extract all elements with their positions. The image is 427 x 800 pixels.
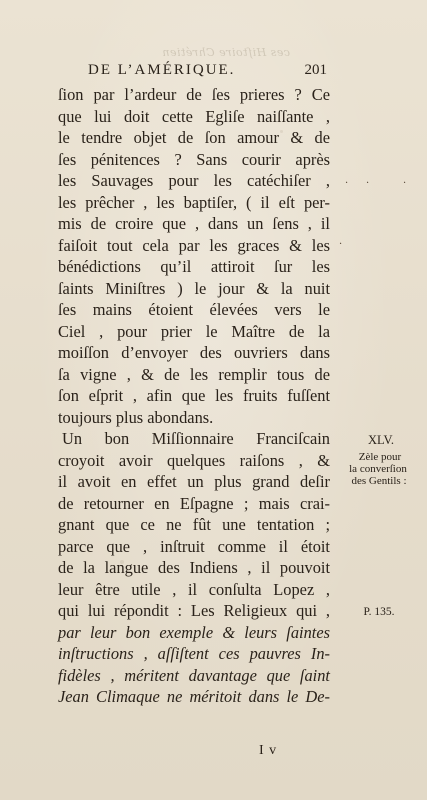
text-line: ſon eſprit , afin que les fruits fuſſent [58,386,330,405]
margin-mark: · [345,178,349,189]
page-number: 201 [304,62,327,78]
text-line: il avoit en effet un plus grand deſir [58,472,330,491]
text-line: moiſſon d’envoyer des ouvriers dans [58,343,330,362]
text-line: mis de croire que , dans un ſens , il [58,214,330,233]
margin-mark: · [366,178,370,189]
text-line: le tendre objet de ſon amour & de [58,128,330,147]
page-reference: P. 135. [363,606,395,618]
text-line: gnant que ce ne fût une tentation ; [58,515,330,534]
text-line: de retourner en Eſpagne ; mais crai- [58,493,330,513]
marginal-note-line: des Gentils : [351,475,407,487]
text-line: de la langue des Indiens , il pouvoit [58,558,330,577]
text-line: parce que , inſtruit comme il étoit [58,536,330,556]
paragraph-first-line: Un bon Miſſionnaire Franciſcain [62,429,330,448]
margin-mark: · [339,239,343,250]
text-line: ſa vigne , & de les remplir tous de [58,364,330,384]
text-line: les prêcher , les baptiſer, ( il eſt per- [58,192,330,212]
text-line: bénédictions qu’il attiroit ſur les [58,257,330,276]
quoted-text-line: par leur bon exemple & leurs ſaintes [58,622,330,642]
text-line: leur être utile , il conſulta Lopez , [58,579,330,599]
quoted-text-line: inſtructions , aſſiſtent ces pauvres In- [58,644,330,663]
section-number: XLV. [367,433,395,447]
text-line: que lui doit cette Egliſe naiſſante , [58,106,330,126]
catchword-signature: I v [259,743,278,758]
quoted-text-line: Jean Climaque ne méritoit dans le De- [58,687,330,706]
marginal-note-line: la converſion [349,463,407,475]
text-line: ſaints Miniſtres ) le jour & la nuit [58,278,330,298]
quoted-text-line: fidèles , méritent davantage que ſaint [58,665,330,685]
marginal-note-line: Zèle pour [358,451,402,463]
page-header [88,62,325,82]
running-head: DE L’AMÉRIQUE. [88,62,236,78]
text-line: croyoit avoir quelques raiſons , & [58,450,330,470]
text-line: ſes mains étoient élevées vers le [58,300,330,319]
text-line: les Sauvages pour les catéchiſer , [58,171,330,190]
text-line: Ciel , pour prier le Maître de la [58,321,330,341]
margin-mark: · [403,178,407,189]
bleed-through-text: ces Hiſtoire Chrétien [161,46,290,59]
text-line: faiſoit tout cela par les graces & les [58,235,330,255]
text-line: toujours plus abondans. [58,407,214,427]
text-line: ſion par l’ardeur de ſes prieres ? Ce [58,85,330,104]
body-text [58,84,330,708]
text-line: ſes pénitences ? Sans courir après [58,149,330,169]
text-line: qui lui répondit : Les Religieux qui , [58,601,330,620]
